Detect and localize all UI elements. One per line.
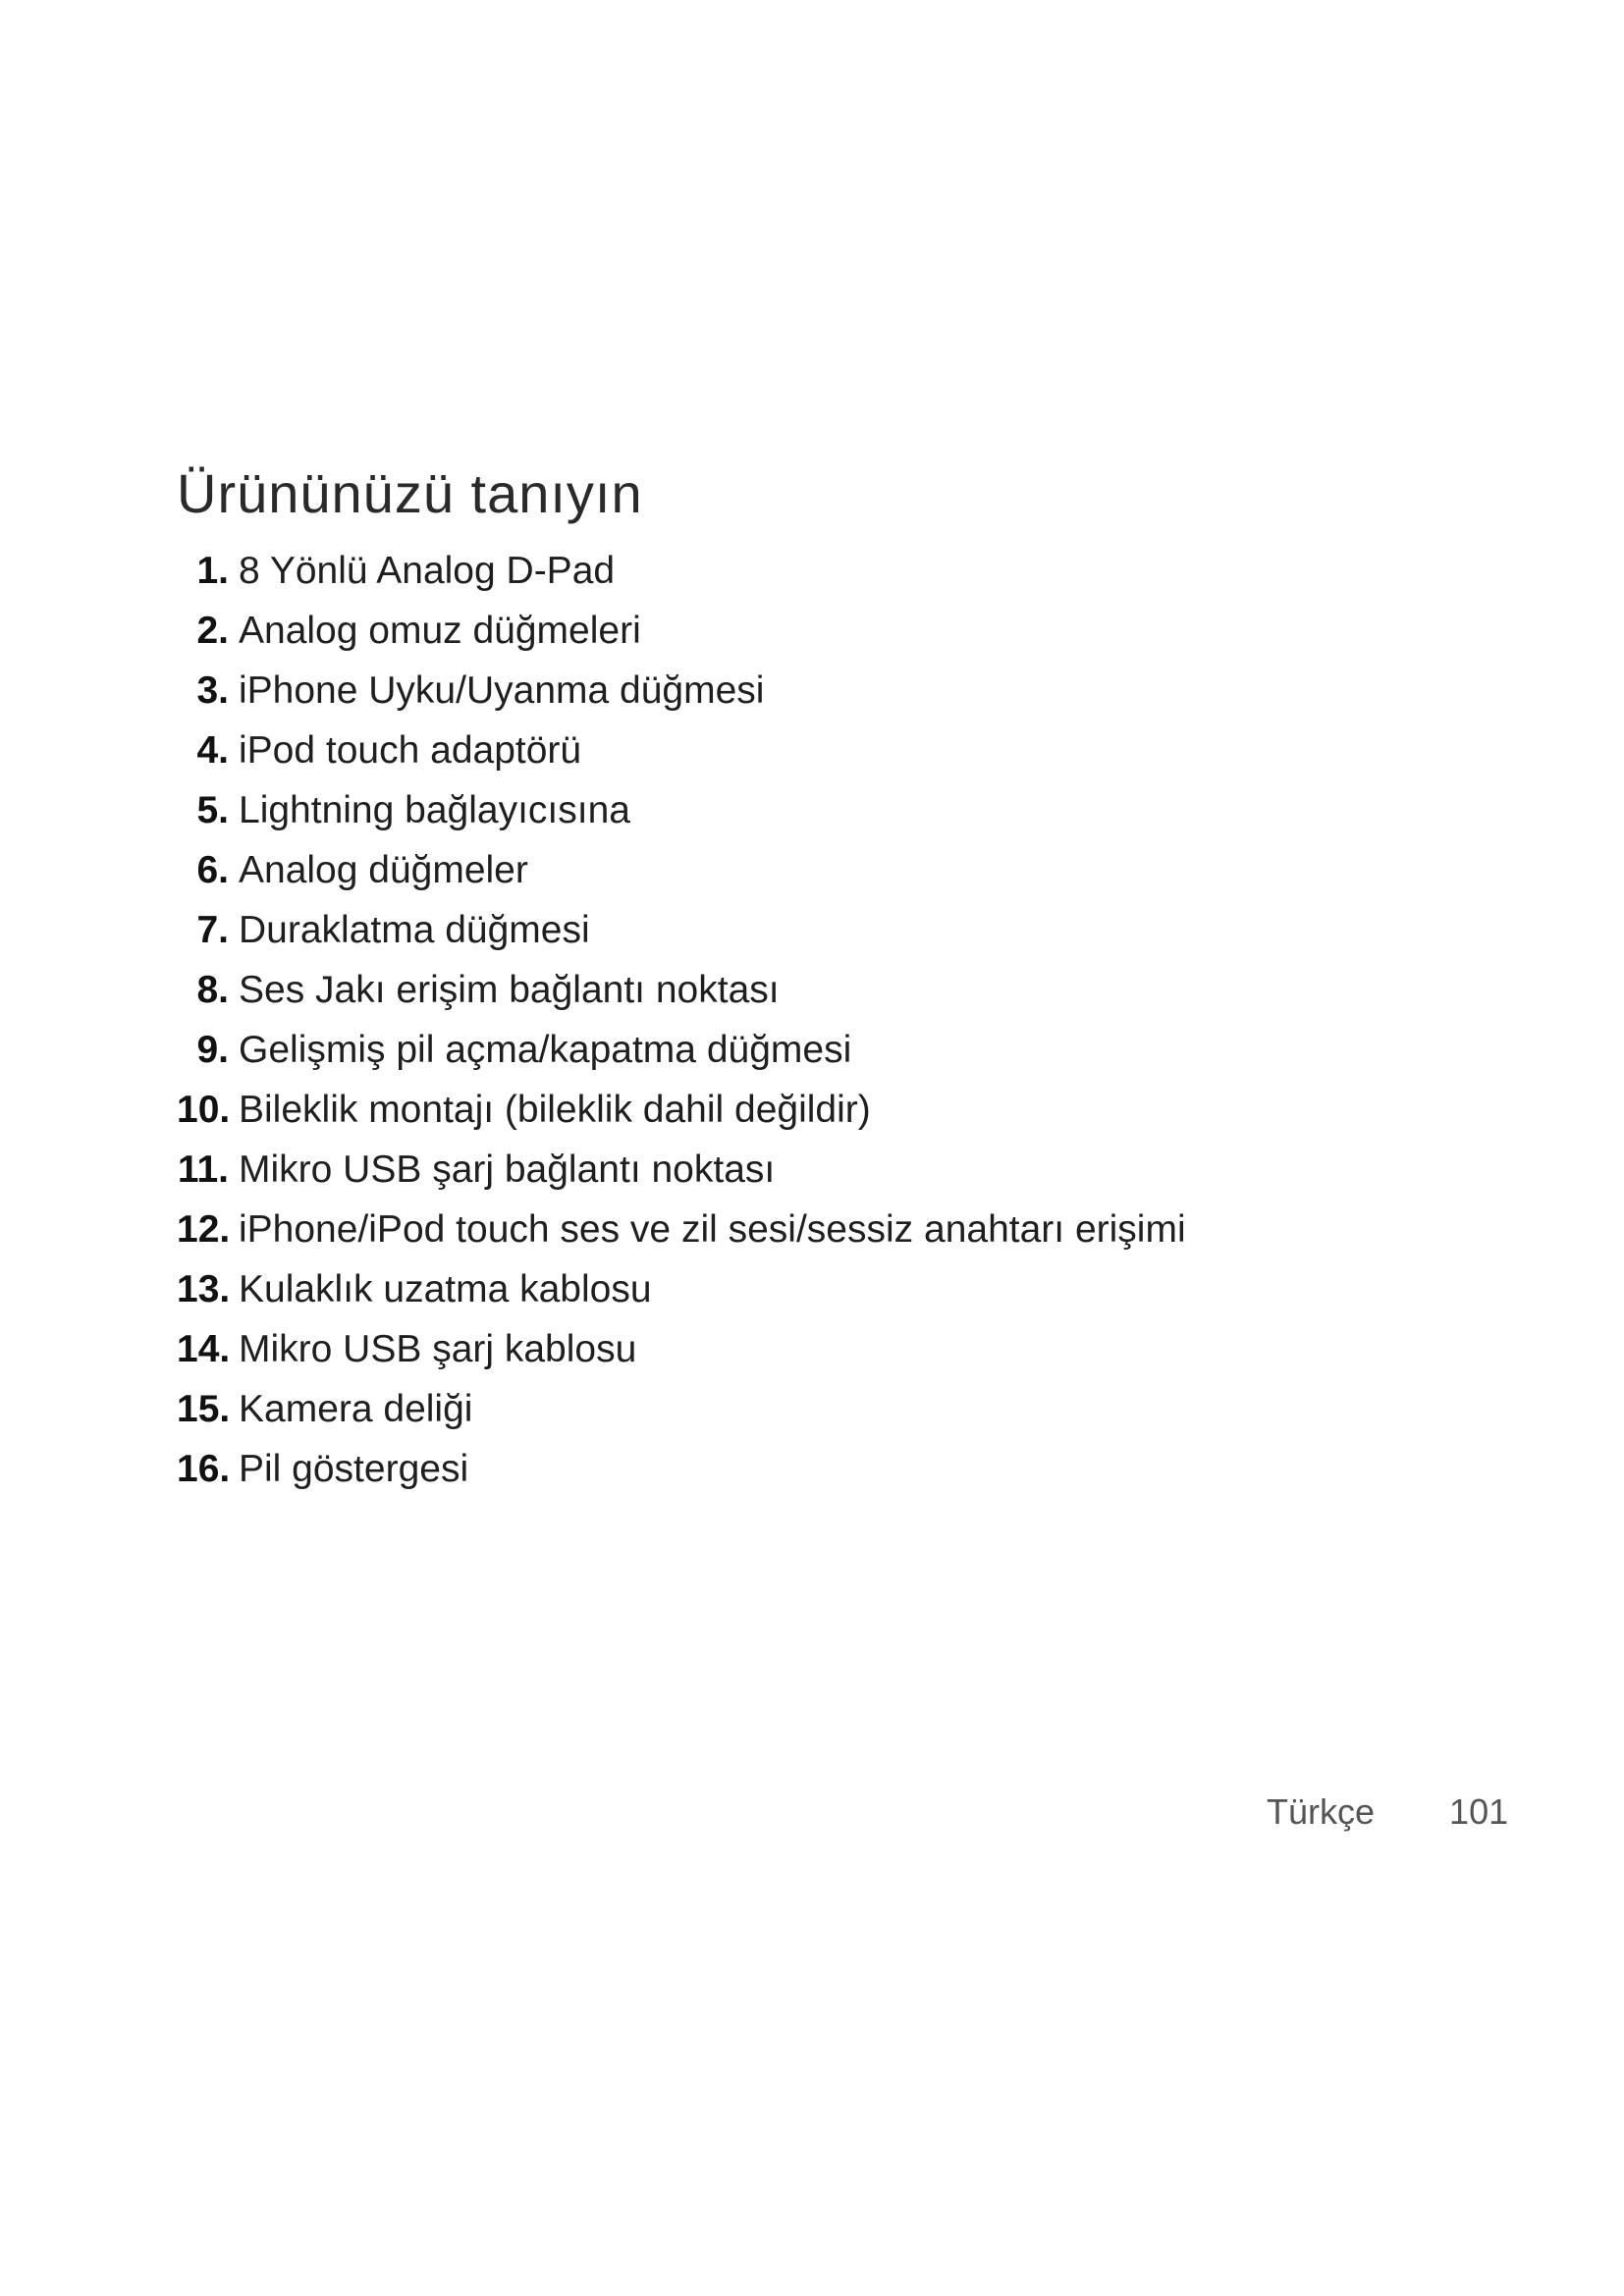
item-label: iPod touch adaptörü: [239, 729, 582, 772]
list-item: [177, 610, 1186, 669]
list-item: [177, 1208, 1186, 1268]
list-item: [177, 969, 1186, 1029]
list-item: [177, 1029, 1186, 1089]
item-number: 15.: [177, 1388, 231, 1430]
item-label: Kamera deliği: [239, 1388, 473, 1430]
list-item: [177, 789, 1186, 849]
item-label: Analog omuz düğmeleri: [239, 610, 641, 652]
page-title: Ürününüzü tanıyın: [177, 462, 643, 524]
item-label: iPhone Uyku/Uyanma düğmesi: [239, 669, 765, 712]
footer-language: Türkçe: [1267, 1791, 1376, 1832]
item-number: 7.: [196, 909, 229, 951]
page-number: 101: [1449, 1791, 1509, 1832]
item-label: 8 Yönlü Analog D-Pad: [239, 550, 616, 592]
item-number: 14.: [177, 1328, 231, 1370]
item-number: 10.: [177, 1089, 231, 1131]
item-label: Pil göstergesi: [239, 1448, 469, 1490]
list-item: [177, 849, 1186, 909]
list-item: [177, 550, 1186, 610]
item-label: Lightning bağlayıcısına: [239, 789, 630, 831]
list-item: [177, 1268, 1186, 1328]
item-number: 2.: [196, 610, 229, 652]
list-item: [177, 1448, 1186, 1508]
parts-list: [177, 550, 1186, 1508]
item-label: Duraklatma düğmesi: [239, 909, 590, 951]
item-label: Mikro USB şarj kablosu: [239, 1328, 637, 1370]
item-label: Kulaklık uzatma kablosu: [239, 1268, 652, 1310]
item-label: Ses Jakı erişim bağlantı noktası: [239, 969, 780, 1011]
list-item: [177, 729, 1186, 789]
item-label: iPhone/iPod touch ses ve zil sesi/sessiz anahtarı erişimi: [239, 1208, 1186, 1251]
list-item: [177, 1388, 1186, 1448]
item-label: Mikro USB şarj bağlantı noktası: [239, 1148, 776, 1191]
list-item: [177, 909, 1186, 969]
item-label: Analog düğmeler: [239, 849, 528, 891]
item-label: Gelişmiş pil açma/kapatma düğmesi: [239, 1029, 852, 1071]
item-number: 11.: [177, 1148, 229, 1191]
item-number: 12.: [177, 1208, 231, 1251]
item-number: 4.: [196, 729, 229, 772]
item-number: 13.: [177, 1268, 231, 1310]
list-item: [177, 1089, 1186, 1148]
item-number: 8.: [196, 969, 229, 1011]
item-number: 3.: [196, 669, 229, 712]
item-number: 16.: [177, 1448, 231, 1490]
list-item: [177, 1148, 1186, 1208]
item-number: 5.: [196, 789, 229, 831]
item-number: 1.: [196, 550, 229, 592]
item-number: 9.: [196, 1029, 229, 1071]
item-number: 6.: [196, 849, 229, 891]
item-label: Bileklik montajı (bileklik dahil değildir): [239, 1089, 871, 1131]
list-item: [177, 669, 1186, 729]
page-footer: [1267, 1791, 1508, 1833]
list-item: [177, 1328, 1186, 1388]
